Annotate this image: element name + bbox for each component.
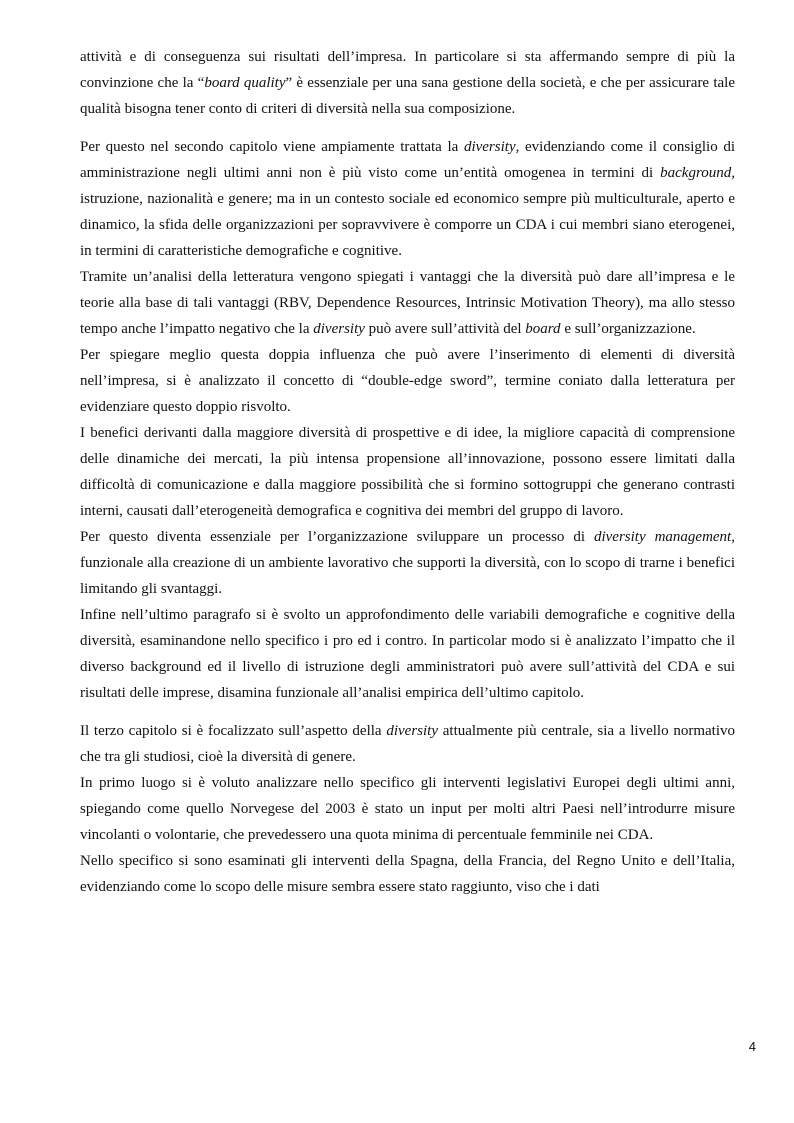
paragraph <box>80 44 735 122</box>
text-run: attualmente più centrale, sia a livello normativo che tra gli studiosi, cioè la diversità di genere. <box>80 723 736 765</box>
italic-term: background <box>660 165 732 181</box>
paragraph <box>80 718 735 770</box>
paragraph <box>80 770 735 848</box>
text-run: Per questo diventa essenziale per l’organizzazione sviluppare un processo di <box>80 529 594 545</box>
italic-term: board quality <box>204 75 286 91</box>
italic-term: diversity <box>463 139 516 155</box>
text-run: , istruzione, nazionalità e genere; ma in un contesto sociale ed economico sempre più multiculturale, aperto e dinamico, la sfida delle organizzazioni per sopravvivere è comporre un CDA i cui membri siano eterogenei, in termini di caratteristiche demografiche e cognitive. <box>80 165 735 259</box>
text-run: Per spiegare meglio questa doppia influenza che può avere l’inserimento di elementi di diversità nell’impresa, si è analizzato il concetto di “double-edge sword”, termine coniato dalla letteratura per evidenziare questo doppio risvolto. <box>80 347 735 415</box>
paragraph <box>80 342 735 420</box>
text-run: attività e di conseguenza sui risultati dell’impresa. In particolare si sta affermando sempre di più la convinzione che la “ <box>80 49 735 91</box>
paragraph <box>80 848 735 900</box>
document-body <box>80 44 735 900</box>
italic-term: diversity management <box>593 529 732 545</box>
paragraph <box>80 134 735 264</box>
italic-term: diversity <box>313 321 365 337</box>
italic-term: board <box>525 321 561 337</box>
paragraph <box>80 524 735 602</box>
italic-term: diversity <box>386 723 438 739</box>
text-run: Il terzo capitolo si è focalizzato sull’aspetto della <box>80 723 387 739</box>
text-run: può avere sull’attività del <box>364 321 526 337</box>
text-run: Tramite un’analisi della letteratura vengono spiegati i vantaggi che la diversità può dare all’impresa e le teorie alla base di tali vantaggi (RBV, Dependence Resources, Intrinsic Motivation Theory), ma allo stesso tempo anche l’impatto negativo che la <box>80 269 735 337</box>
text-run: , evidenziando come il consiglio di amministrazione negli ultimi anni non è più visto come un’entità omogenea in termini di <box>80 139 736 181</box>
paragraph <box>80 264 735 342</box>
text-run: In primo luogo si è voluto analizzare nello specifico gli interventi legislativi Europei degli ultimi anni, spiegando come quello Norvegese del 2003 è stato un input per molti altri Paesi nell’introdurre misure vincolanti o volontarie, che prevedessero una quota minima di percentuale femminile nei CDA. <box>80 775 735 843</box>
text-run: e sull’organizzazione. <box>560 321 696 337</box>
paragraph <box>80 420 735 524</box>
page-number: 4 <box>748 1039 756 1054</box>
text-run: I benefici derivanti dalla maggiore diversità di prospettive e di idee, la migliore capacità di comprensione delle dinamiche dei mercati, la più intensa propensione all’innovazione, possono essere limitati dalla difficoltà di comunicazione e dalla maggiore possibilità che si formino sottogruppi che generano contrasti interni, causati dall’eterogeneità demografica e cognitiva dei membri del gruppo di lavoro. <box>80 425 735 519</box>
text-run: ” è essenziale per una sana gestione della società, e che per assicurare tale qualità bisogna tener conto di criteri di diversità nella sua composizione. <box>80 75 735 117</box>
paragraph <box>80 602 735 706</box>
text-run: , funzionale alla creazione di un ambiente lavorativo che supporti la diversità, con lo scopo di trarne i benefici limitando gli svantaggi. <box>80 529 735 597</box>
text-run: Nello specifico si sono esaminati gli interventi della Spagna, della Francia, del Regno Unito e dell’Italia, evidenziando come lo scopo delle misure sembra essere stato raggiunto, viso che i dati <box>80 853 735 895</box>
text-run: Infine nell’ultimo paragrafo si è svolto un approfondimento delle variabili demografiche e cognitive della diversità, esaminandone nello specifico i pro ed i contro. In particolar modo si è analizzato l’impatto che il diverso background ed il livello di istruzione degli amministratori può avere sull’attività del CDA e sui risultati delle imprese, disamina funzionale all’analisi empirica dell’ultimo capitolo. <box>80 607 735 701</box>
text-run: Per questo nel secondo capitolo viene ampiamente trattata la <box>80 139 464 155</box>
